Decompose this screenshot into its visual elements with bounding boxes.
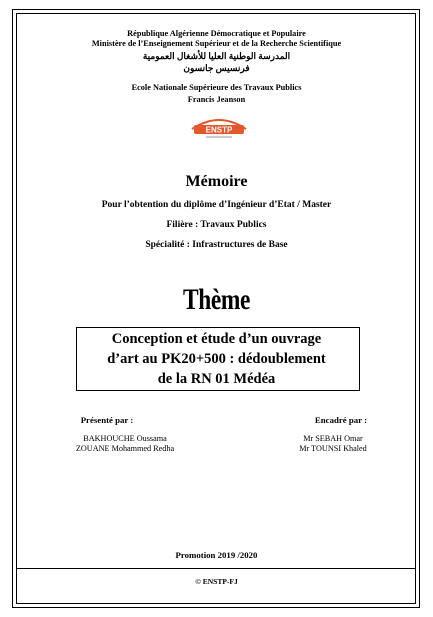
arabic-school-person: فرنسيس جانسون	[183, 63, 250, 73]
arabic-school-name: المدرسة الوطنية العليا للأشغال العمومية	[142, 51, 291, 61]
theme-line-2: d’art au PK20+500 : dédoublement	[107, 351, 326, 367]
theme-line-1: Conception et étude d’un ouvrage	[111, 331, 322, 347]
copyright-line: © ENSTP-FJ	[195, 577, 238, 586]
supervised-label: Encadré par :	[314, 415, 368, 425]
presenter-name-2: ZOUANE Mohammed Redha	[75, 444, 175, 453]
supervisor-name-2: Mr TOUNSI Khaled	[299, 444, 367, 453]
ministry-line: Ministère de l’Enseignement Supérieur et de la Recherche Scientifique	[91, 39, 342, 48]
presenter-name-1: BAKHOUCHE Oussama	[83, 434, 167, 443]
memoire-title: Mémoire	[185, 173, 248, 190]
logo-text: ENSTP	[205, 125, 233, 135]
enstp-logo	[186, 113, 252, 139]
school-person: Francis Jeanson	[187, 95, 246, 104]
diploma-line: Pour l’obtention du diplôme d’Ingénieur d’Etat / Master	[101, 200, 332, 210]
presented-label: Présenté par :	[80, 415, 134, 425]
promotion-line: Promotion 2019 /2020	[175, 550, 258, 560]
theme-heading: Thème	[183, 283, 250, 316]
republic-line: République Algérienne Démocratique et Populaire	[127, 29, 306, 38]
footer-divider	[16, 568, 416, 569]
theme-line-3: de la RN 01 Médéa	[157, 371, 276, 387]
school-name: Ecole Nationale Supérieure des Travaux Publics	[131, 83, 302, 92]
specialite-line: Spécialité : Infrastructures de Base	[145, 240, 288, 250]
filiere-line: Filière : Travaux Publics	[166, 220, 267, 230]
supervisor-name-1: Mr SEBAH Omar	[303, 434, 363, 443]
